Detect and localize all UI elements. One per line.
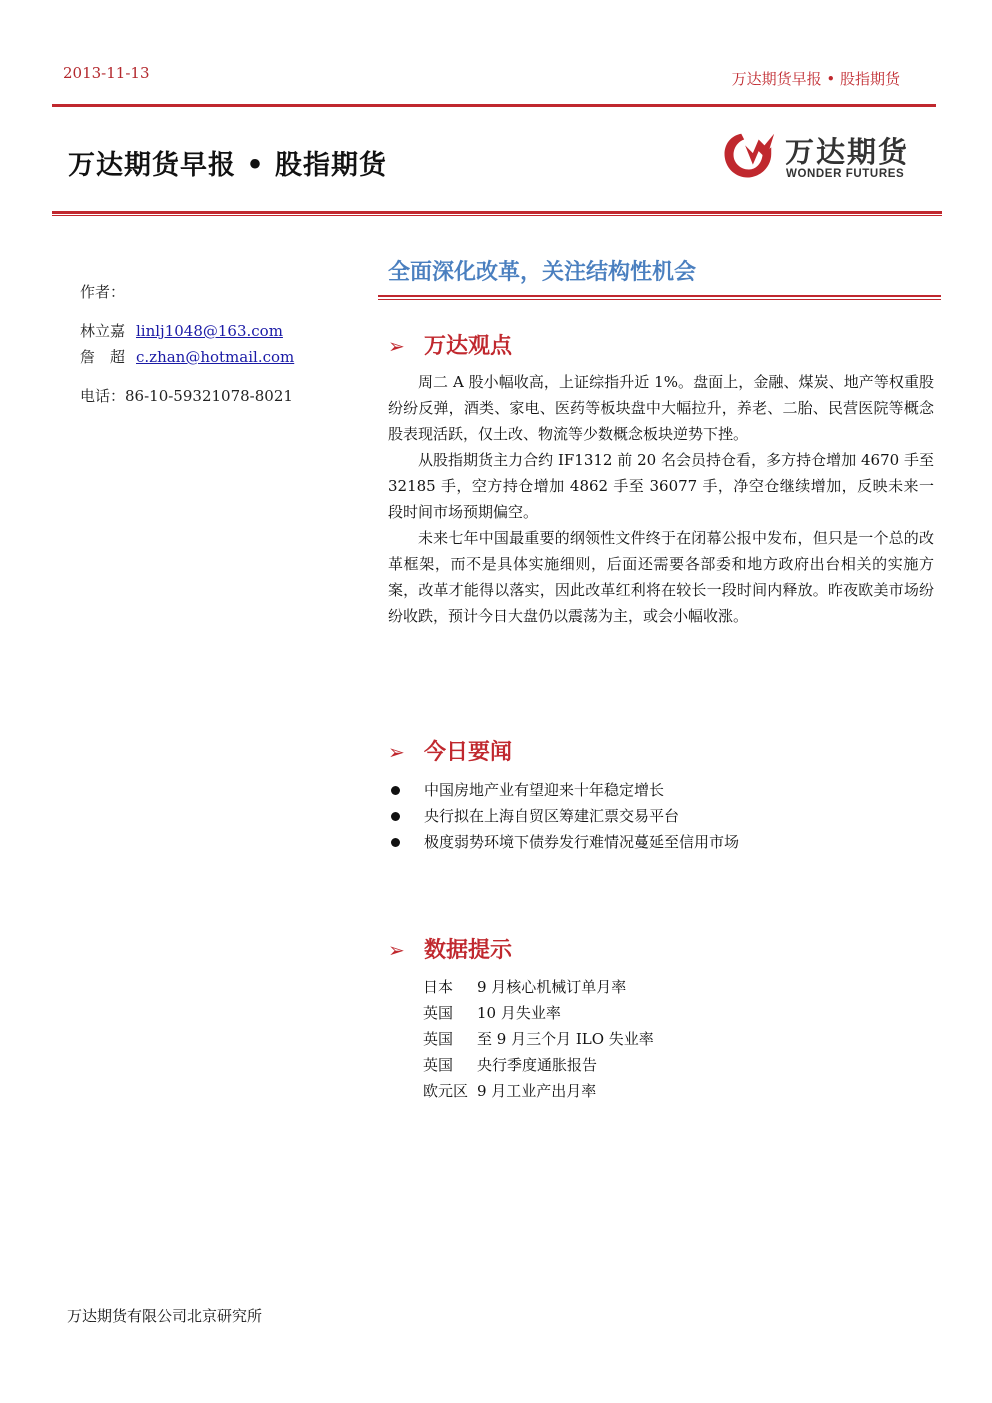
header-divider <box>52 104 936 107</box>
data-tips-list <box>423 974 654 1104</box>
contact-phone: 电话：86-10-59321078-8021 <box>80 387 293 405</box>
news-list <box>388 777 739 855</box>
author-row <box>80 346 294 367</box>
headline-divider-thin <box>378 299 941 300</box>
list-item <box>423 1000 654 1026</box>
author-row <box>80 320 283 341</box>
headline-divider <box>378 295 941 297</box>
section-heading-data <box>388 933 512 964</box>
list-item <box>423 1026 654 1052</box>
section-title: 万达观点 <box>424 334 513 359</box>
author-label: 作者： <box>80 283 126 301</box>
paragraph: 未来七年中国最重要的纲领性文件终于在闭幕公报中发布，但只是一个总的改革框架，而不是具体实施细则，后面还需要各部委和地方政府出台相关的实施方案，改革才能得以落实，因此改革红利将在较长一段时间内释放。昨夜欧美市场纷纷收跌，预计今日大盘仍以震荡为主，或会小幅收涨。 <box>388 529 934 625</box>
list-item <box>423 974 654 1000</box>
list-item <box>423 1078 654 1104</box>
news-text: 极度弱势环境下债券发行难情况蔓延至信用市场 <box>424 833 740 851</box>
bullet-icon <box>391 812 400 821</box>
article-headline: 全面深化改革，关注结构性机会 <box>388 260 697 285</box>
indicator: 9 月工业产出月率 <box>477 1082 597 1100</box>
section-heading-news <box>388 735 512 766</box>
logo-english-name: WONDER FUTURES <box>786 168 905 180</box>
view-body <box>388 369 934 629</box>
indicator: 9 月核心机械订单月率 <box>477 978 627 996</box>
news-text: 央行拟在上海自贸区筹建汇票交易平台 <box>424 807 680 825</box>
title-divider <box>52 211 942 214</box>
indicator: 10 月失业率 <box>477 1004 561 1022</box>
section-title: 数据提示 <box>424 938 513 963</box>
news-text: 中国房地产业有望迎来十年稳定增长 <box>424 781 665 799</box>
country: 欧元区 <box>423 1082 469 1100</box>
author-email-link[interactable]: linlj1048@163.com <box>136 322 283 340</box>
country: 日本 <box>423 978 454 996</box>
country: 英国 <box>423 1056 454 1074</box>
country: 英国 <box>423 1030 454 1048</box>
author-name: 詹 超 <box>80 348 126 366</box>
wonder-futures-logo-icon <box>720 126 778 184</box>
paragraph: 周二 A 股小幅收高，上证综指升近 1%。盘面上，金融、煤炭、地产等权重股纷纷反弹，酒类、家电、医药等板块盘中大幅拉升，养老、二胎、民营医院等概念股表现活跃，仅土改、物流等少数概念板块逆势下挫。 <box>388 373 934 443</box>
title-divider-thin <box>52 215 942 216</box>
report-title: 万达期货早报 • 股指期货 <box>68 150 388 181</box>
running-header-title: 万达期货早报 • 股指期货 <box>731 70 900 88</box>
country: 英国 <box>423 1004 454 1022</box>
indicator: 央行季度通胀报告 <box>477 1056 598 1074</box>
author-email-link[interactable]: c.zhan@hotmail.com <box>136 348 295 366</box>
report-date: 2013-11-13 <box>63 64 150 82</box>
chevron-right-icon: ➢ <box>388 740 405 764</box>
chevron-right-icon: ➢ <box>388 938 405 962</box>
list-item <box>388 803 739 829</box>
section-heading-view <box>388 329 512 360</box>
chevron-right-icon: ➢ <box>388 334 405 358</box>
bullet-icon <box>391 838 400 847</box>
list-item <box>388 829 739 855</box>
indicator: 至 9 月三个月 ILO 失业率 <box>477 1030 654 1048</box>
footer-organization: 万达期货有限公司北京研究所 <box>67 1307 263 1325</box>
list-item <box>423 1052 654 1078</box>
bullet-icon <box>391 786 400 795</box>
logo-chinese-name: 万达期货 <box>785 135 910 169</box>
paragraph: 从股指期货主力合约 IF1312 前 20 名会员持仓看，多方持仓增加 4670 手至 32185 手，空方持仓增加 4862 手至 36077 手，净空仓继续增加，反映未来一段时间市场预期偏空。 <box>388 451 934 521</box>
author-name: 林立嘉 <box>80 322 126 340</box>
list-item <box>388 777 739 803</box>
company-logo <box>720 126 930 186</box>
section-title: 今日要闻 <box>424 740 513 765</box>
